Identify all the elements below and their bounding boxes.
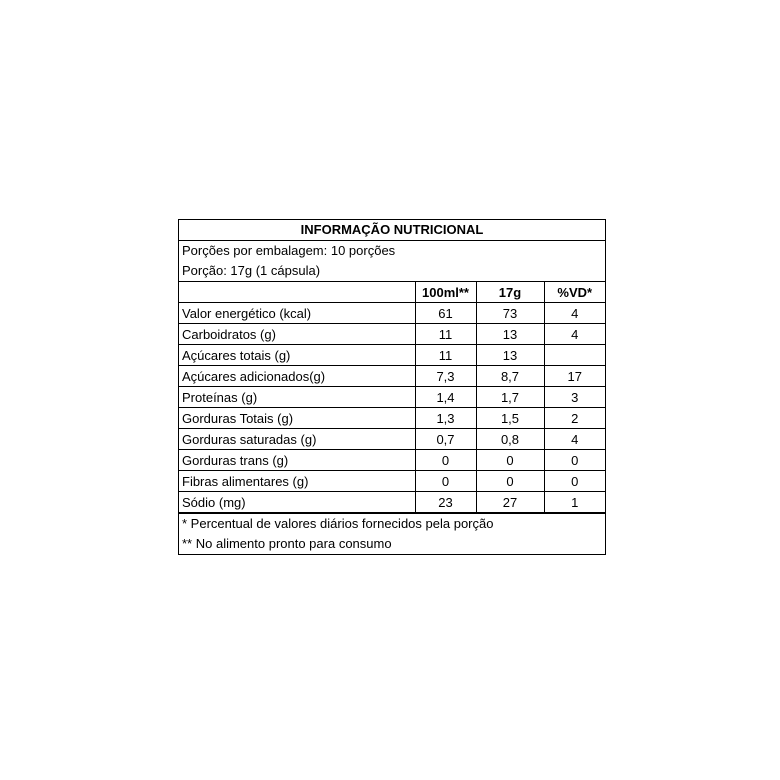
nutrition-facts-panel (178, 219, 606, 555)
table-header-row (179, 282, 605, 303)
value-per-serving: 8,7 (476, 366, 544, 387)
table-row (179, 450, 605, 471)
value-per-100ml: 0 (415, 450, 476, 471)
nutrient-label: Carboidratos (g) (179, 324, 415, 345)
value-per-100ml: 0 (415, 471, 476, 492)
header-nutrient (179, 282, 415, 303)
value-per-serving: 1,5 (476, 408, 544, 429)
value-per-serving: 73 (476, 303, 544, 324)
value-per-serving: 13 (476, 345, 544, 366)
table-row (179, 387, 605, 408)
table-row (179, 303, 605, 324)
header-per-100ml: 100ml** (415, 282, 476, 303)
value-per-100ml: 61 (415, 303, 476, 324)
footnote-ready-to-drink: ** No alimento pronto para consumo (182, 536, 392, 551)
value-per-100ml: 1,3 (415, 408, 476, 429)
header-daily-value: %VD* (544, 282, 605, 303)
value-daily-percent: 2 (544, 408, 605, 429)
nutrient-label: Fibras alimentares (g) (179, 471, 415, 492)
value-daily-percent: 4 (544, 429, 605, 450)
value-per-serving: 13 (476, 324, 544, 345)
nutrient-label: Gorduras saturadas (g) (179, 429, 415, 450)
header-per-serving: 17g (476, 282, 544, 303)
value-per-100ml: 23 (415, 492, 476, 513)
table-row (179, 324, 605, 345)
table-row (179, 471, 605, 492)
nutrient-label: Proteínas (g) (179, 387, 415, 408)
footnote-daily-value: * Percentual de valores diários fornecidos pela porção (182, 516, 494, 531)
value-per-100ml: 1,4 (415, 387, 476, 408)
nutrient-label: Valor energético (kcal) (179, 303, 415, 324)
value-per-serving: 0 (476, 471, 544, 492)
table-row (179, 429, 605, 450)
value-per-100ml: 7,3 (415, 366, 476, 387)
value-daily-percent: 0 (544, 450, 605, 471)
value-daily-percent: 0 (544, 471, 605, 492)
value-daily-percent: 3 (544, 387, 605, 408)
nutrient-label: Gorduras Totais (g) (179, 408, 415, 429)
value-per-serving: 0 (476, 450, 544, 471)
value-daily-percent: 4 (544, 324, 605, 345)
servings-per-package: Porções por embalagem: 10 porções (182, 243, 396, 258)
value-per-100ml: 0,7 (415, 429, 476, 450)
value-daily-percent (544, 345, 605, 366)
value-daily-percent: 17 (544, 366, 605, 387)
value-per-serving: 1,7 (476, 387, 544, 408)
value-per-100ml: 11 (415, 345, 476, 366)
table-row (179, 408, 605, 429)
value-per-serving: 27 (476, 492, 544, 513)
nutrient-label: Gorduras trans (g) (179, 450, 415, 471)
panel-title: INFORMAÇÃO NUTRICIONAL (179, 220, 605, 241)
nutrient-label: Açúcares adicionados(g) (179, 366, 415, 387)
serving-size: Porção: 17g (1 cápsula) (182, 263, 321, 278)
value-daily-percent: 4 (544, 303, 605, 324)
value-per-serving: 0,8 (476, 429, 544, 450)
footnotes (179, 513, 605, 554)
nutrition-table (179, 282, 605, 513)
value-per-100ml: 11 (415, 324, 476, 345)
serving-info (179, 241, 605, 282)
nutrient-label: Sódio (mg) (179, 492, 415, 513)
table-row (179, 366, 605, 387)
value-daily-percent: 1 (544, 492, 605, 513)
table-row (179, 345, 605, 366)
table-row (179, 492, 605, 513)
nutrient-label: Açúcares totais (g) (179, 345, 415, 366)
